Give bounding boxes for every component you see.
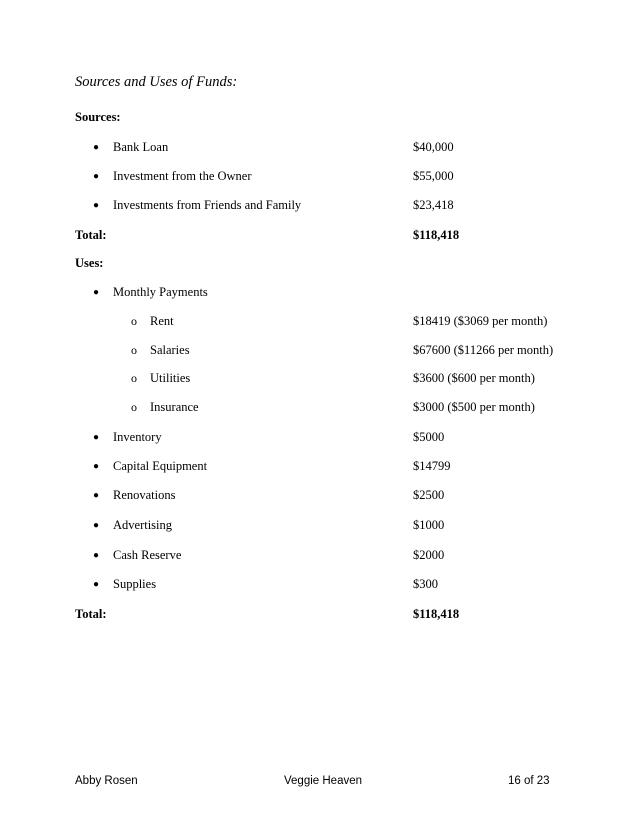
use-item-amount: $2000 xyxy=(413,548,445,562)
sources-total-label: Total: xyxy=(75,228,107,242)
source-item-label: Bank Loan xyxy=(113,140,169,154)
source-item-amount: $55,000 xyxy=(413,169,454,183)
bullet-icon: ● xyxy=(93,550,100,561)
use-item-label: Renovations xyxy=(113,488,176,502)
monthly-item-amount: $3000 ($500 per month) xyxy=(413,400,535,414)
monthly-item-label: Utilities xyxy=(150,371,191,385)
source-item-amount: $40,000 xyxy=(413,140,454,154)
uses-total-amount: $118,418 xyxy=(413,607,460,621)
footer-page-number: 16 of 23 xyxy=(508,775,550,787)
use-item-label: Advertising xyxy=(113,518,173,532)
sources-total-amount: $118,418 xyxy=(413,228,460,242)
use-item-amount: $1000 xyxy=(413,518,445,532)
footer-business: Veggie Heaven xyxy=(284,775,363,787)
monthly-payments-label: Monthly Payments xyxy=(113,285,208,299)
monthly-item-amount: $18419 ($3069 per month) xyxy=(413,314,548,328)
section-title: Sources and Uses of Funds: xyxy=(75,74,238,90)
sub-bullet-icon: o xyxy=(131,371,137,385)
bullet-icon: ● xyxy=(93,200,100,211)
source-item-label: Investments from Friends and Family xyxy=(113,198,302,212)
use-item-amount: $14799 xyxy=(413,459,451,473)
use-item-amount: $5000 xyxy=(413,430,445,444)
monthly-item-label: Salaries xyxy=(150,343,190,357)
sub-bullet-icon: o xyxy=(131,400,137,414)
bullet-icon: ● xyxy=(93,520,100,531)
bullet-icon: ● xyxy=(93,142,100,153)
source-item-label: Investment from the Owner xyxy=(113,169,252,183)
bullet-icon: ● xyxy=(93,461,100,472)
use-item-amount: $2500 xyxy=(413,488,445,502)
bullet-icon: ● xyxy=(93,287,100,298)
bullet-icon: ● xyxy=(93,171,100,182)
monthly-item-amount: $67600 ($11266 per month) xyxy=(413,343,554,357)
bullet-icon: ● xyxy=(93,579,100,590)
sub-bullet-icon: o xyxy=(131,314,137,328)
sources-label: Sources: xyxy=(75,110,121,124)
use-item-label: Cash Reserve xyxy=(113,548,182,562)
monthly-item-label: Insurance xyxy=(150,400,199,414)
use-item-label: Inventory xyxy=(113,430,162,444)
sub-bullet-icon: o xyxy=(131,343,137,357)
footer-author: Abby Rosen xyxy=(75,775,138,787)
monthly-item-amount: $3600 ($600 per month) xyxy=(413,371,535,385)
use-item-label: Supplies xyxy=(113,577,157,591)
bullet-icon: ● xyxy=(93,490,100,501)
monthly-item-label: Rent xyxy=(150,314,174,328)
use-item-label: Capital Equipment xyxy=(113,459,208,473)
uses-total-label: Total: xyxy=(75,607,107,621)
uses-label: Uses: xyxy=(75,256,104,270)
source-item-amount: $23,418 xyxy=(413,198,454,212)
use-item-amount: $300 xyxy=(413,577,438,591)
bullet-icon: ● xyxy=(93,432,100,443)
